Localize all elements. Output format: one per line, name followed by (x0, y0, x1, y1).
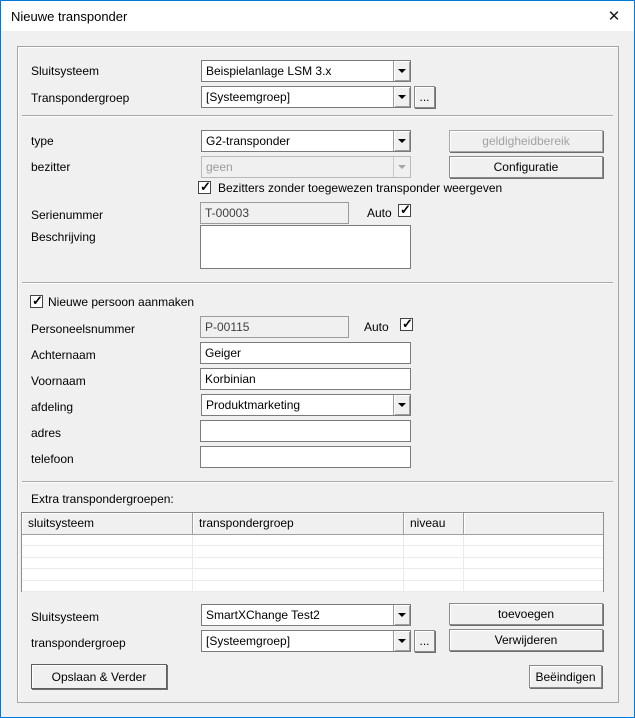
table-row[interactable] (22, 581, 603, 592)
page-title: Nieuwe transponder (11, 9, 128, 24)
sluitsysteem-select[interactable] (201, 60, 411, 82)
section-divider (22, 481, 613, 483)
achternaam-field[interactable] (200, 342, 411, 364)
transpondergroep-select[interactable] (201, 86, 411, 108)
personeelsnummer-auto-label: Auto (364, 320, 389, 334)
column-header-transpondergroep[interactable]: transpondergroep (193, 513, 404, 535)
extra-transpondergroepen-heading: Extra transpondergroepen: (31, 492, 174, 506)
table-row[interactable] (22, 535, 603, 546)
extra-transpondergroep-select[interactable] (201, 630, 411, 652)
extra-transpondergroep-selected-value: [Systeemgroep] (206, 634, 291, 648)
table-header-row (22, 513, 603, 535)
adres-label: adres (31, 426, 62, 440)
beeindigen-button[interactable]: Beëindigen (529, 665, 602, 688)
extra-sluitsysteem-select[interactable] (201, 604, 411, 626)
extra-transpondergroepen-table (21, 512, 604, 592)
voornaam-label: Voornaam (31, 374, 86, 388)
dropdown-arrow-icon[interactable] (393, 395, 410, 415)
serienummer-field (200, 202, 349, 224)
nieuwe-persoon-checkbox[interactable] (30, 295, 43, 308)
afdeling-selected-value: Produktmarketing (206, 398, 301, 412)
opslaan-verder-button[interactable]: Opslaan & Verder (31, 664, 167, 689)
bezitters-weergeven-label: Bezitters zonder toegewezen transponder weergeven (218, 181, 503, 195)
table-gridline (403, 535, 404, 592)
extra-transpondergroep-label: transpondergroep (31, 636, 126, 650)
bezitter-label: bezitter (31, 160, 71, 174)
dropdown-arrow-icon[interactable] (393, 87, 410, 107)
serienummer-label: Serienummer (31, 208, 104, 222)
telefoon-field[interactable] (200, 446, 411, 468)
geldigheidbereik-button: geldigheidbereik (449, 130, 603, 152)
table-gridline (463, 535, 464, 592)
toevoegen-button[interactable]: toevoegen (449, 603, 603, 625)
type-selected-value: G2-transponder (206, 134, 291, 148)
adres-field[interactable] (200, 420, 411, 442)
dropdown-arrow-icon[interactable] (393, 631, 410, 651)
afdeling-select[interactable] (201, 394, 411, 416)
dropdown-arrow-icon[interactable] (393, 61, 410, 81)
table-row[interactable] (22, 558, 603, 569)
achternaam-label: Achternaam (31, 348, 96, 362)
serienummer-auto-label: Auto (367, 206, 392, 220)
column-header-blank[interactable] (464, 513, 603, 535)
section-divider (22, 115, 613, 117)
verwijderen-button[interactable]: Verwijderen (449, 629, 603, 651)
type-select[interactable] (201, 130, 411, 152)
beschrijving-label: Beschrijving (31, 230, 96, 244)
personeelsnummer-label: Personeelsnummer (31, 322, 136, 336)
column-header-niveau[interactable]: niveau (404, 513, 464, 535)
dropdown-arrow-icon[interactable] (393, 131, 410, 151)
bezitter-selected-value: geen (206, 160, 233, 174)
bezitter-select (201, 156, 411, 178)
section-divider (22, 282, 613, 284)
bezitters-weergeven-checkbox[interactable] (198, 181, 211, 194)
serienummer-auto-checkbox[interactable] (398, 204, 411, 217)
personeelsnummer-auto-checkbox[interactable] (400, 318, 413, 331)
sluitsysteem-selected-value: Beispielanlage LSM 3.x (206, 64, 332, 78)
dropdown-arrow-icon[interactable] (393, 605, 410, 625)
table-row[interactable] (22, 569, 603, 580)
extra-sluitsysteem-label: Sluitsysteem (31, 610, 100, 624)
type-label: type (31, 134, 54, 148)
nieuwe-persoon-label: Nieuwe persoon aanmaken (48, 295, 195, 309)
transpondergroep-selected-value: [Systeemgroep] (206, 90, 291, 104)
table-gridline (192, 535, 193, 592)
personeelsnummer-field (200, 316, 349, 338)
sluitsysteem-label: Sluitsysteem (31, 64, 100, 78)
extra-transpondergroep-browse-button[interactable]: ... (414, 630, 435, 652)
close-icon[interactable]: ✕ (607, 8, 621, 25)
transpondergroep-label: Transpondergroep (31, 91, 130, 105)
voornaam-field[interactable] (200, 368, 411, 390)
table-row[interactable] (22, 546, 603, 557)
beschrijving-textarea[interactable] (200, 225, 411, 269)
afdeling-label: afdeling (31, 400, 74, 414)
telefoon-label: telefoon (31, 452, 74, 466)
title-bar (1, 1, 634, 31)
column-header-sluitsysteem[interactable]: sluitsysteem (22, 513, 193, 535)
extra-sluitsysteem-selected-value: SmartXChange Test2 (206, 608, 320, 622)
dropdown-arrow-icon (393, 157, 410, 177)
table-body (22, 535, 603, 592)
configuratie-button[interactable]: Configuratie (449, 156, 603, 178)
transpondergroep-browse-button[interactable]: ... (414, 86, 435, 108)
